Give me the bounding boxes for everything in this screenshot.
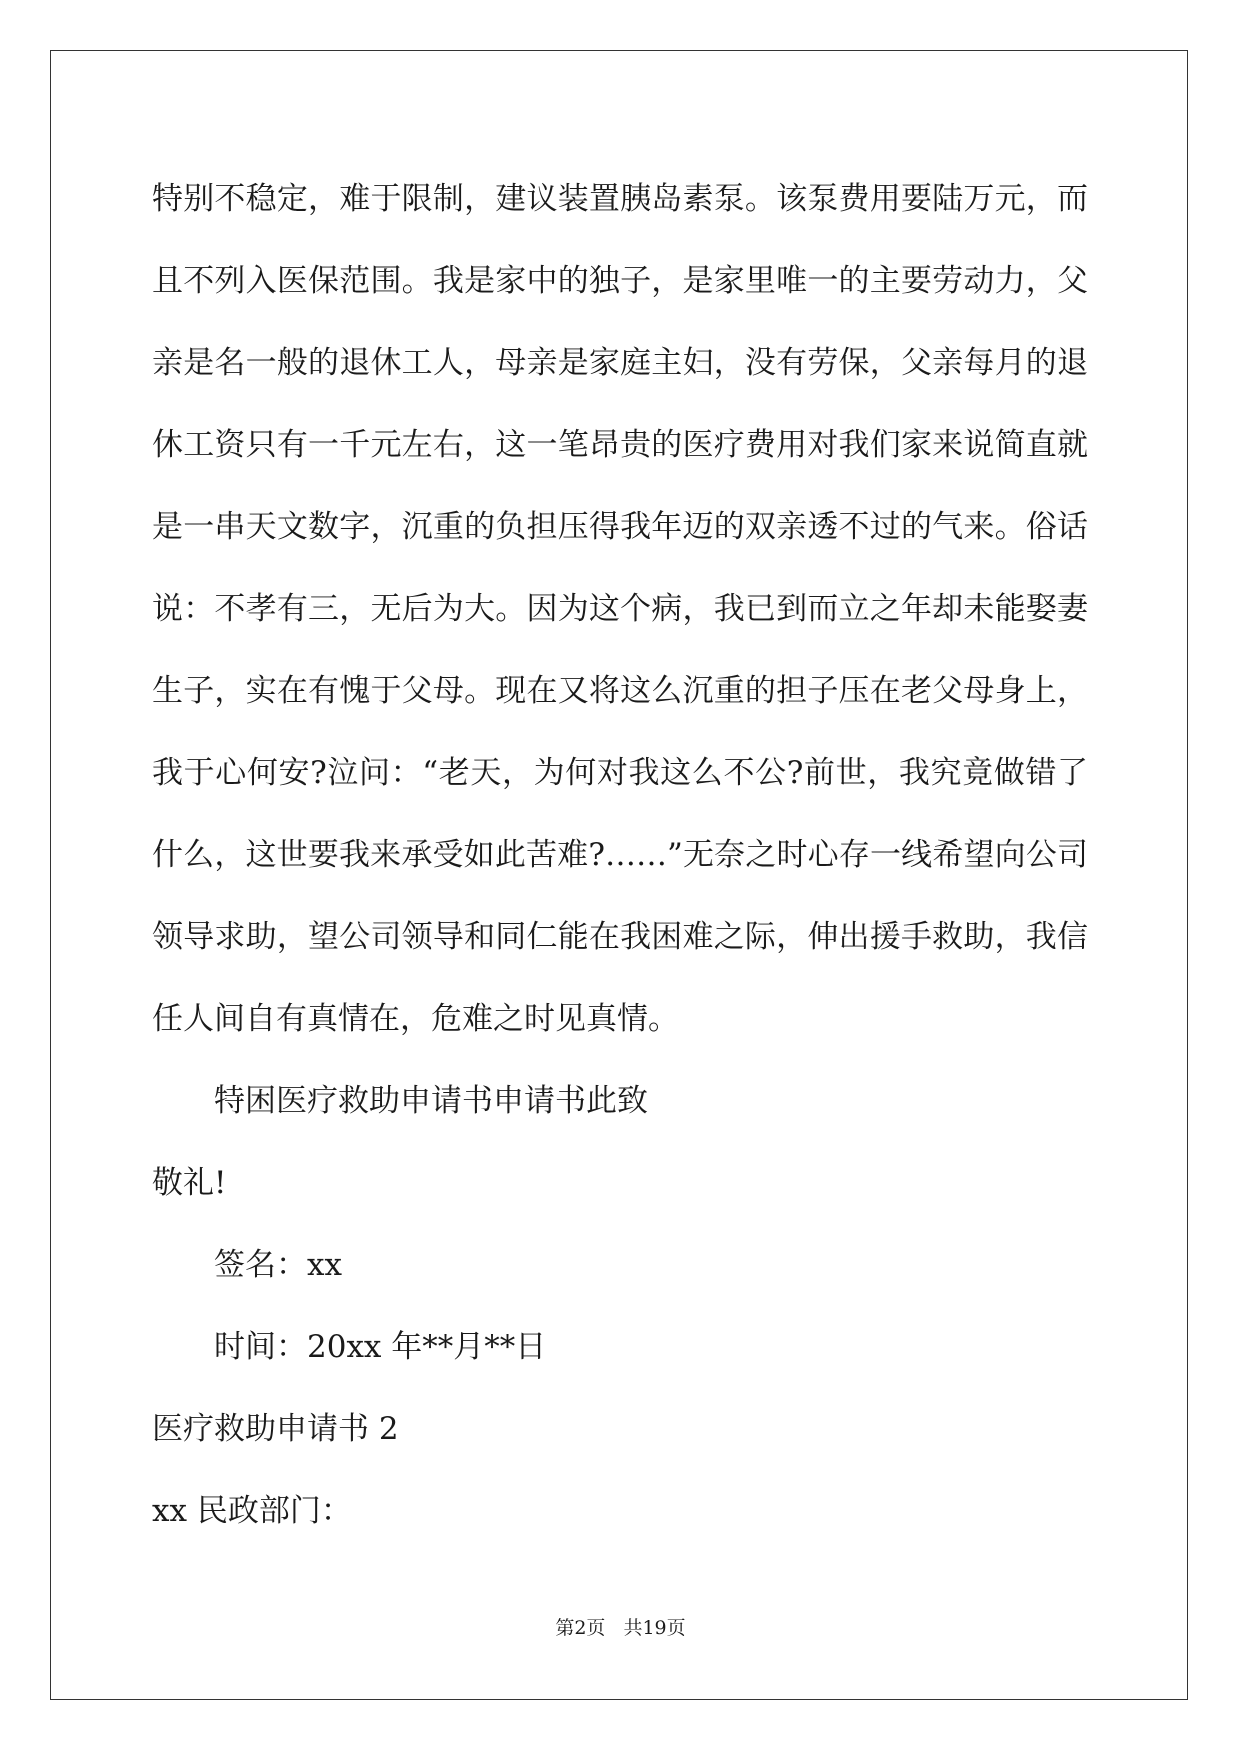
body-line: 什么，这世要我来承受如此苦难?……”无奈之时心存一线希望向公司	[152, 837, 1088, 873]
section-title: 医疗救助申请书 2	[152, 1411, 399, 1447]
salute-line: 敬礼!	[152, 1165, 227, 1201]
body-line: 亲是名一般的退休工人，母亲是家庭主妇，没有劳保，父亲每月的退	[152, 345, 1088, 381]
body-line: 说：不孝有三，无后为大。因为这个病，我已到而立之年却未能娶妻	[152, 591, 1088, 627]
body-line: 任人间自有真情在，危难之时见真情。	[152, 1001, 679, 1037]
date-line: 时间：20xx 年**月**日	[214, 1329, 547, 1365]
page-footer	[0, 1613, 1241, 1640]
body-line: 休工资只有一千元左右，这一笔昂贵的医疗费用对我们家来说简直就	[152, 427, 1088, 463]
body-line: 特别不稳定，难于限制，建议装置胰岛素泵。该泵费用要陆万元，而	[152, 181, 1088, 217]
signature-line: 签名：xx	[214, 1247, 342, 1283]
body-line: 领导求助，望公司领导和同仁能在我困难之际，伸出援手救助，我信	[152, 919, 1088, 955]
body-line: 是一串天文数字，沉重的负担压得我年迈的双亲透不过的气来。俗话	[152, 509, 1088, 545]
document-body	[152, 158, 1088, 1552]
closing-line: 特困医疗救助申请书申请书此致	[214, 1083, 648, 1119]
body-line: 生子，实在有愧于父母。现在又将这么沉重的担子压在老父母身上，	[152, 673, 1088, 709]
body-line: 且不列入医保范围。我是家中的独子，是家里唯一的主要劳动力，父	[152, 263, 1088, 299]
page-total: 共19页	[623, 1617, 686, 1639]
recipient-line: xx 民政部门：	[152, 1493, 352, 1529]
body-line: 我于心何安?泣问：“老天，为何对我这么不公?前世，我究竟做错了	[152, 755, 1088, 791]
page-number: 第2页	[555, 1617, 606, 1639]
